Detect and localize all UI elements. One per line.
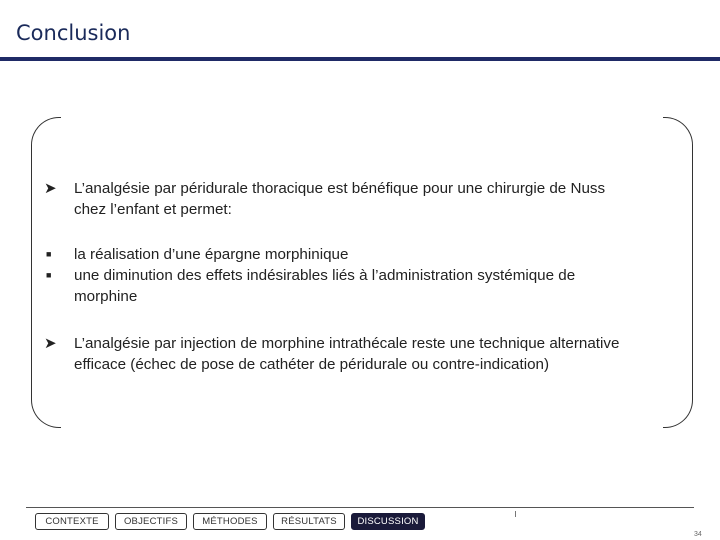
arrow-point-1: [44, 178, 684, 220]
arrow-bullet-icon: ➤: [44, 180, 57, 197]
conclusion-content: [44, 178, 684, 375]
point-1-line-1: L’analgésie par péridurale thoracique est bénéfique pour une chirurgie de Nuss: [74, 180, 606, 197]
bullet-2-line-1: une diminution des effets indésirables liés à l’administration systémique de: [74, 267, 576, 284]
point-2-line-1: L’analgésie par injection de morphine intrathécale reste une technique alternative: [74, 335, 620, 352]
footer-divider: [26, 507, 694, 508]
arrow-bullet-icon: ➤: [44, 335, 57, 352]
square-bullet-icon: ■: [46, 270, 52, 280]
nav-methodes[interactable]: MÉTHODES: [193, 513, 267, 530]
square-bullet-icon: ■: [46, 249, 52, 259]
footer-tick: [515, 511, 516, 517]
nav-discussion[interactable]: DISCUSSION: [351, 513, 425, 530]
nav-contexte[interactable]: CONTEXTE: [35, 513, 109, 530]
bullet-item-2: [44, 265, 684, 307]
point-2-line-2: efficace (échec de pose de cathéter de péridurale ou contre-indication): [74, 356, 550, 373]
page-number: 34: [694, 531, 702, 538]
bullet-1-text: la réalisation d’une épargne morphinique: [74, 246, 349, 263]
nav-objectifs[interactable]: OBJECTIFS: [115, 513, 187, 530]
title-divider: [0, 57, 720, 61]
point-1-line-2: chez l’enfant et permet:: [74, 201, 232, 218]
bullet-2-line-2: morphine: [74, 288, 138, 305]
section-navigation: [35, 513, 425, 530]
bullet-item-1: [44, 244, 684, 265]
arrow-point-2: [44, 333, 684, 375]
nav-resultats[interactable]: RÉSULTATS: [273, 513, 345, 530]
slide-title: Conclusion: [16, 21, 131, 45]
